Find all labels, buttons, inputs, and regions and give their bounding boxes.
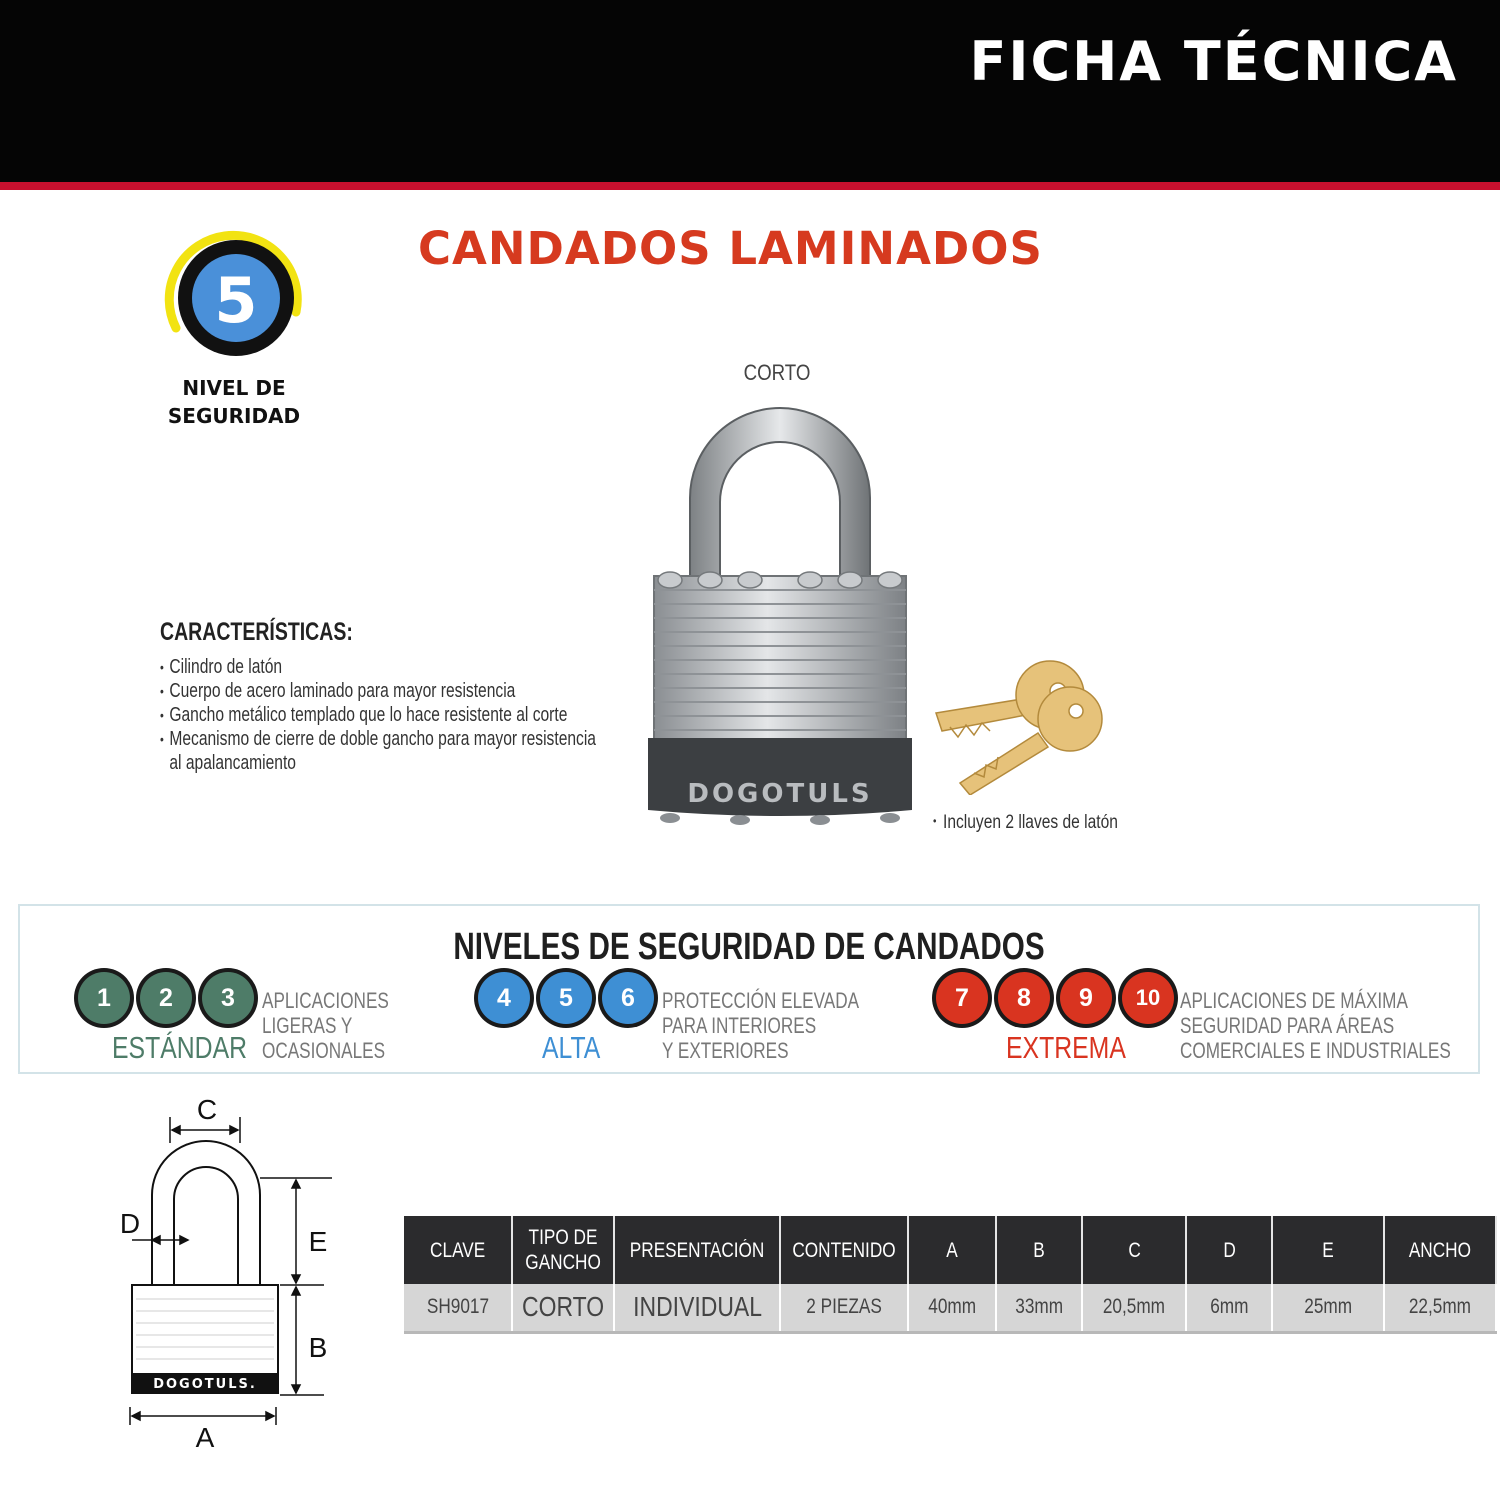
security-level-badge (158, 228, 318, 438)
spec-header-cell: CONTENIDO (780, 1216, 908, 1284)
level-circle: 1 (78, 972, 130, 1024)
diagram-brand: DOGOTULS. (153, 1377, 257, 1392)
spec-header-cell: PRESENTACIÓN (614, 1216, 780, 1284)
dimension-label-c: C (196, 1094, 218, 1125)
feature-item: • Cilindro de latón (160, 655, 566, 679)
level-desc-line: APLICACIONES (262, 988, 389, 1013)
level-circle: 9 (1060, 972, 1112, 1024)
header-title: FICHA TÉCNICA (969, 30, 1458, 93)
dimension-diagram (100, 1085, 350, 1465)
features-title: CARACTERÍSTICAS: (160, 618, 353, 646)
level-group-name: ESTÁNDAR (112, 1030, 248, 1065)
level-circle: 6 (602, 972, 654, 1024)
level-desc-line: PARA INTERIORES (662, 1013, 817, 1038)
table-row (404, 1284, 1496, 1332)
level-group-name: EXTREMA (1006, 1030, 1126, 1065)
header-bar (0, 0, 1500, 182)
security-levels-title: NIVELES DE SEGURIDAD DE CANDADOS (453, 926, 1045, 968)
product-title: CANDADOS LAMINADOS (418, 222, 1043, 275)
dimension-label-a: A (195, 1422, 215, 1453)
header-stripe (0, 182, 1500, 190)
level-desc-line: LIGERAS Y (262, 1013, 353, 1038)
badge-label (158, 374, 310, 430)
level-desc-line: OCASIONALES (262, 1038, 386, 1063)
spec-cell: 20,5mm (1082, 1284, 1186, 1332)
badge-label-line2: SEGURIDAD (167, 404, 301, 428)
badge-number: 5 (214, 264, 258, 337)
dimension-label-e: E (308, 1226, 328, 1257)
spec-cell: 22,5mm (1384, 1284, 1496, 1332)
level-desc-line: SEGURIDAD PARA ÁREAS (1180, 1013, 1395, 1038)
spec-header-cell: D (1186, 1216, 1272, 1284)
spec-header-cell: B (996, 1216, 1082, 1284)
spec-cell: INDIVIDUAL (614, 1284, 780, 1332)
level-desc-line: Y EXTERIORES (662, 1038, 789, 1063)
level-circle: 2 (140, 972, 192, 1024)
brass-keys-icon (930, 655, 1110, 795)
spec-cell: 2 PIEZAS (780, 1284, 908, 1332)
spec-header-cell: E (1272, 1216, 1384, 1284)
spec-cell: SH9017 (404, 1284, 512, 1332)
keys-note: • Incluyen 2 llaves de latón (933, 812, 1118, 834)
level-desc-line: PROTECCIÓN ELEVADA (662, 988, 860, 1013)
features-list (160, 655, 680, 775)
level-circle: 3 (202, 972, 254, 1024)
spec-header-cell: A (908, 1216, 996, 1284)
spec-cell: 6mm (1186, 1284, 1272, 1332)
spec-cell: CORTO (512, 1284, 614, 1332)
level-group-desc (662, 988, 859, 1063)
level-desc-line: COMERCIALES E INDUSTRIALES (1180, 1038, 1451, 1063)
security-levels-box (18, 904, 1480, 1074)
dimension-label-b: B (308, 1332, 328, 1363)
feature-item-continuation: al apalancamiento (169, 752, 296, 774)
spec-table-header-row (404, 1216, 1496, 1284)
padlock-brand: DOGOTULS (687, 779, 873, 809)
level-group-name: ALTA (542, 1030, 601, 1065)
level-circle: 7 (936, 972, 988, 1024)
level-circle: 10 (1122, 972, 1174, 1024)
level-group-desc (262, 988, 389, 1063)
spec-header-cell: TIPO DE GANCHO (512, 1216, 614, 1284)
badge-label-line1: NIVEL DE (182, 376, 286, 400)
spec-cell: 33mm (996, 1284, 1082, 1332)
dimension-label-d: D (119, 1208, 141, 1239)
spec-table (404, 1216, 1497, 1334)
spec-header-cell: CLAVE (404, 1216, 512, 1284)
level-circle: 5 (540, 972, 592, 1024)
spec-cell: 25mm (1272, 1284, 1384, 1332)
padlock-icon (640, 398, 920, 838)
spec-header-cell: ANCHO (1384, 1216, 1496, 1284)
spec-cell: 40mm (908, 1284, 996, 1332)
feature-item: • Cuerpo de acero laminado para mayor resistencia (160, 679, 566, 703)
level-circle: 8 (998, 972, 1050, 1024)
badge-ring-icon (158, 228, 310, 368)
shackle-type-label: CORTO (743, 360, 811, 385)
feature-item: • Gancho metálico templado que lo hace resistente al corte (160, 703, 566, 727)
features-section (160, 618, 680, 775)
level-group-desc (1180, 988, 1451, 1063)
spec-header-cell: C (1082, 1216, 1186, 1284)
level-desc-line: APLICACIONES DE MÁXIMA (1180, 988, 1408, 1013)
feature-item: • Mecanismo de cierre de doble gancho para mayor resistencia (160, 727, 566, 751)
level-circle: 4 (478, 972, 530, 1024)
